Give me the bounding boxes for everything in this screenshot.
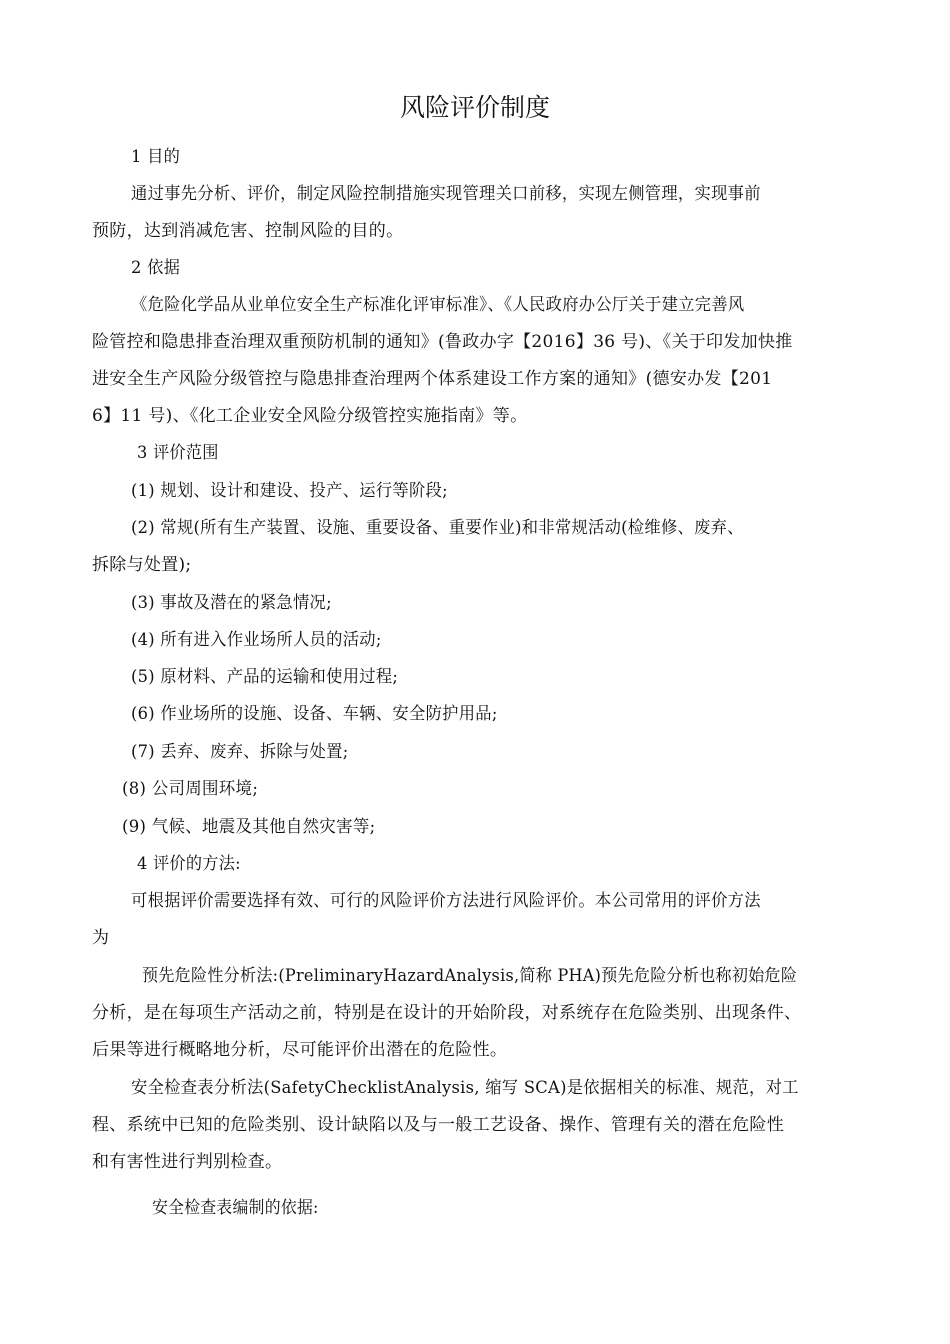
paragraph-line: 6】11 号)、《化工企业安全风险分级管控实施指南》等。 (92, 406, 528, 426)
paragraph-line: 预先危险性分析法:(PreliminaryHazardAnalysis,简称 PHA)预先危险分析也称初始危险 (142, 966, 798, 986)
section-heading-basis: 2 依据 (131, 258, 181, 278)
section-heading-scope: 3 评价范围 (137, 443, 219, 463)
section-heading-purpose: 1 目的 (131, 147, 181, 167)
list-item: (1) 规划、设计和建设、投产、运行等阶段; (131, 481, 448, 501)
paragraph-line: 险管控和隐患排查治理双重预防机制的通知》(鲁政办字【2016】36 号)、《关于印发加快推 (92, 332, 793, 352)
paragraph-line: 分析，是在每项生产活动之前，特别是在设计的开始阶段，对系统存在危险类别、出现条件、 (92, 1003, 802, 1023)
list-item: (9) 气候、地震及其他自然灾害等; (122, 817, 376, 837)
paragraph-line: 预防，达到消减危害、控制风险的目的。 (92, 221, 404, 241)
paragraph-line: 为 (92, 928, 110, 948)
list-item: (6) 作业场所的设施、设备、车辆、安全防护用品; (131, 704, 498, 724)
list-item: (5) 原材料、产品的运输和使用过程; (131, 667, 399, 687)
list-item: (2) 常规(所有生产装置、设施、重要设备、重要作业)和非常规活动(检维修、废弃、 (131, 518, 744, 538)
paragraph-line: 安全检查表分析法(SafetyChecklistAnalysis, 缩写 SCA)是依据相关的标准、规范，对工 (131, 1078, 799, 1098)
list-item: (8) 公司周围环境; (122, 779, 259, 799)
paragraph-line: 可根据评价需要选择有效、可行的风险评价方法进行风险评价。本公司常用的评价方法 (131, 891, 761, 911)
list-item-continuation: 拆除与处置); (92, 555, 192, 575)
paragraph-line: 《危险化学品从业单位安全生产标准化评审标准》、《人民政府办公厅关于建立完善风 (131, 295, 745, 315)
list-item: (4) 所有进入作业场所人员的活动; (131, 630, 382, 650)
paragraph-line: 和有害性进行判别检查。 (92, 1152, 283, 1172)
paragraph-line: 通过事先分析、评价，制定风险控制措施实现管理关口前移，实现左侧管理，实现事前 (131, 184, 761, 204)
list-item: (3) 事故及潜在的紧急情况; (131, 593, 332, 613)
section-heading-methods: 4 评价的方法: (137, 854, 241, 874)
list-item: (7) 丢弃、废弃、拆除与处置; (131, 742, 349, 762)
paragraph-line: 程、系统中已知的危险类别、设计缺陷以及与一般工艺设备、操作、管理有关的潜在危险性 (92, 1115, 784, 1135)
paragraph-line: 安全检查表编制的依据: (152, 1198, 319, 1218)
paragraph-line: 后果等进行概略地分析，尽可能评价出潜在的危险性。 (92, 1040, 508, 1060)
document-title: 风险评价制度 (399, 93, 550, 122)
paragraph-line: 进安全生产风险分级管控与隐患排查治理两个体系建设工作方案的通知》(德安办发【201 (92, 369, 773, 389)
